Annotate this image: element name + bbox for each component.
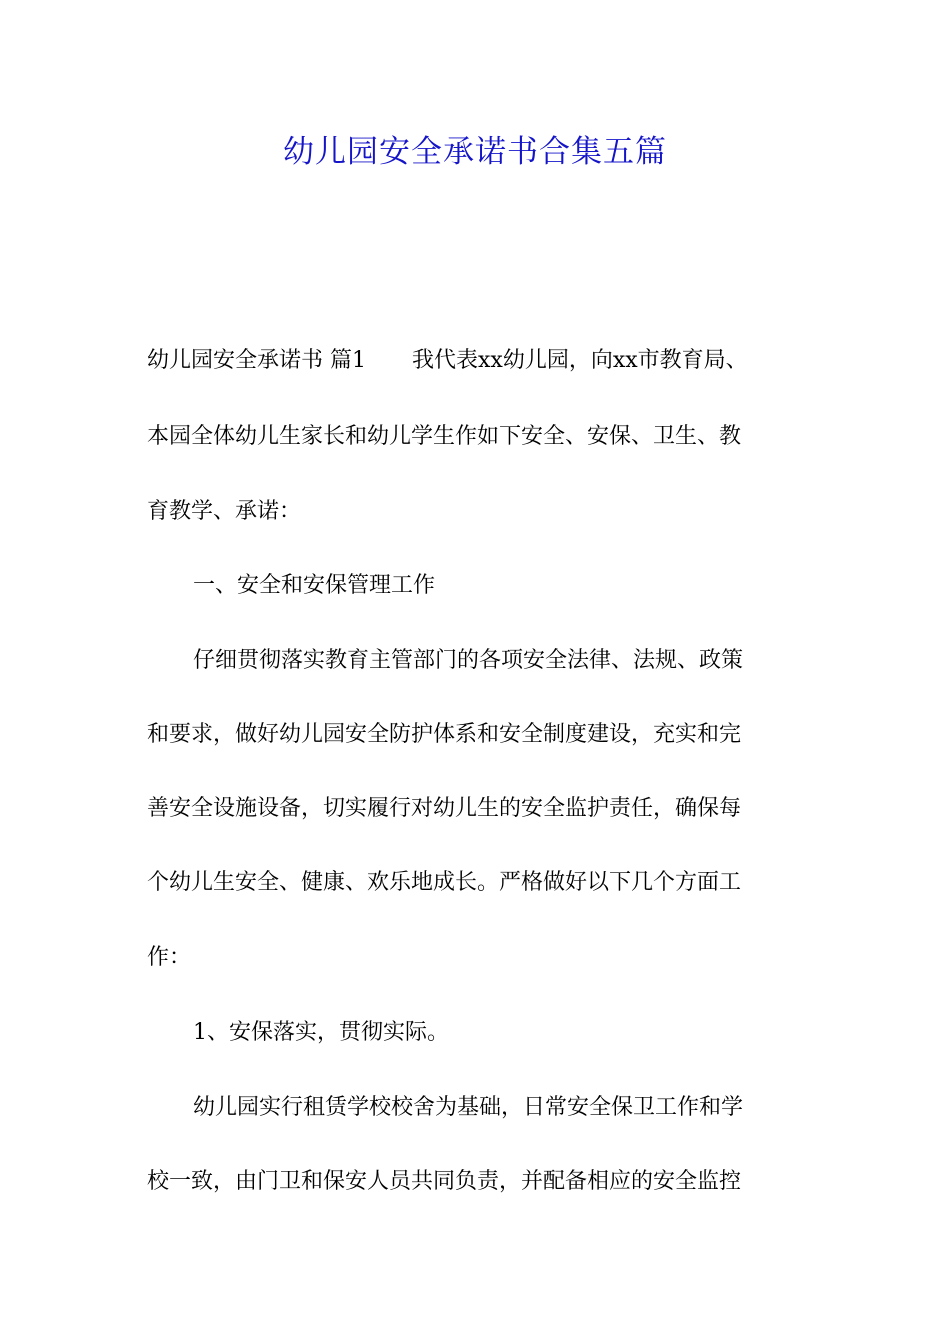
paragraph-line: 个幼儿生安全、健康、欢乐地成长。严格做好以下几个方面工 (147, 870, 742, 895)
document-title: 幼儿园安全承诺书合集五篇 (283, 134, 667, 170)
paragraph-line: 仔细贯彻落实教育主管部门的各项安全法律、法规、政策 (193, 648, 744, 673)
paragraph-line: 育教学、承诺： (147, 499, 302, 524)
paragraph-line: 善安全设施设备，切实履行对幼儿生的安全监护责任，确保每 (147, 796, 742, 821)
section-heading-line: 一、安全和安保管理工作 (193, 573, 436, 598)
paragraph-line: 和要求，做好幼儿园安全防护体系和安全制度建设，充实和完 (147, 722, 742, 747)
paragraph-line (147, 345, 748, 377)
paragraph-line: 作： (147, 945, 192, 970)
section-heading: 幼儿园安全承诺书 篇1 (147, 348, 366, 373)
paragraph-line: 校一致，由门卫和保安人员共同负责，并配备相应的安全监控 (147, 1169, 742, 1194)
paragraph-line: 本园全体幼儿生家长和幼儿学生作如下安全、安保、卫生、教 (147, 424, 742, 449)
paragraph-text: 我代表xx幼儿园，向xx市教育局、 (412, 348, 748, 373)
list-item-heading: 1、安保落实，贯彻实际。 (193, 1020, 449, 1045)
paragraph-line: 幼儿园实行租赁学校校舍为基础，日常安全保卫工作和学 (193, 1095, 744, 1120)
